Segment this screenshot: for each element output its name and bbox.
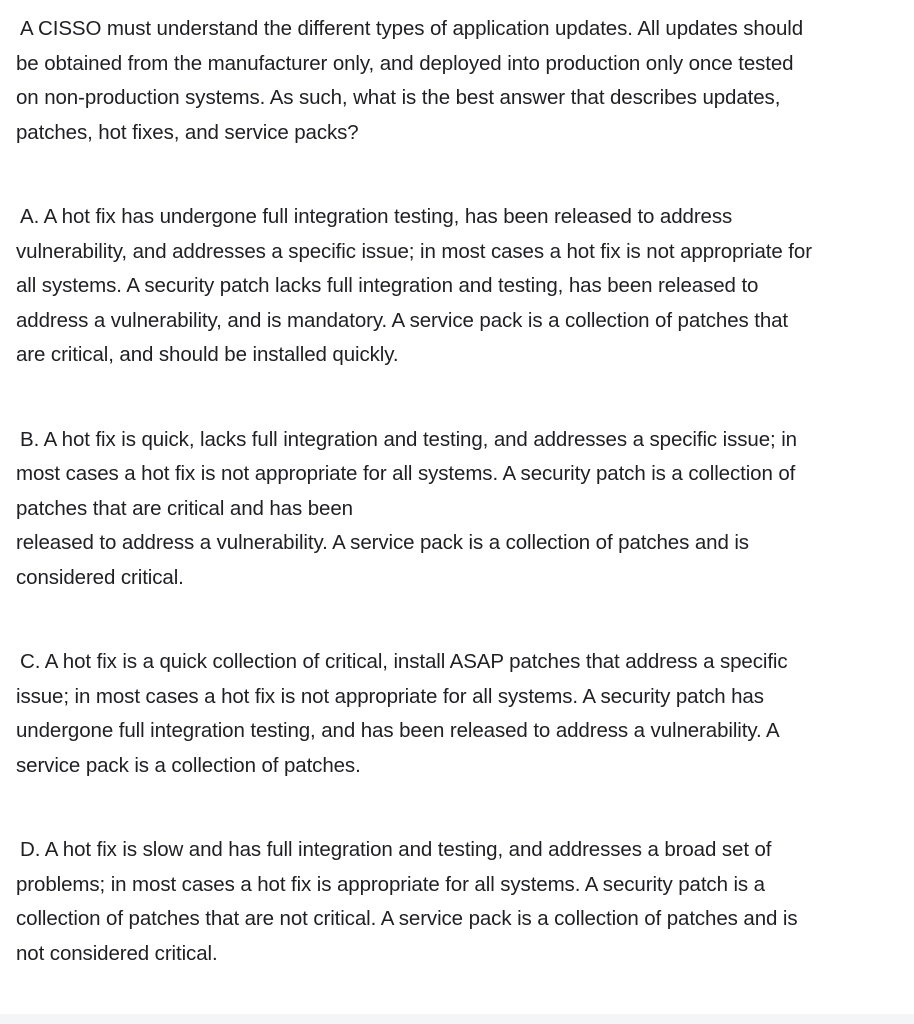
option-a-line: A. A hot fix has undergone full integration testing, has been released to address (20, 205, 733, 228)
question-line: A CISSO must understand the different types of application updates. All updates should (20, 17, 804, 40)
question-line: be obtained from the manufacturer only, and deployed into production only once tested (16, 51, 794, 75)
question-line: patches, hot fixes, and service packs? (16, 120, 359, 144)
option-b (16, 423, 896, 596)
option-b-line: B. A hot fix is quick, lacks full integration and testing, and addresses a specific issue; in (20, 427, 797, 451)
option-c (16, 645, 896, 783)
option-d-line: problems; in most cases a hot fix is appropriate for all systems. A security patch is a (16, 872, 765, 896)
option-d (16, 833, 896, 971)
option-a-line: vulnerability, and addresses a specific issue; in most cases a hot fix is not appropriate for (16, 239, 812, 263)
option-d-line: not considered critical. (16, 941, 218, 965)
question-text (16, 12, 896, 150)
option-d-line: collection of patches that are not critical. A service pack is a collection of patches and is (16, 907, 798, 930)
option-a (16, 200, 896, 373)
option-c-line: service pack is a collection of patches. (16, 753, 361, 777)
option-b-line: most cases a hot fix is not appropriate for all systems. A security patch is a collection of (16, 462, 796, 485)
option-b-line: considered critical. (16, 565, 184, 589)
option-b-line: patches that are critical and has been (16, 496, 353, 520)
bottom-divider (0, 1014, 914, 1024)
option-c-line: C. A hot fix is a quick collection of critical, install ASAP patches that address a specific (20, 650, 788, 673)
option-a-line: are critical, and should be installed quickly. (16, 343, 399, 366)
option-c-line: undergone full integration testing, and has been released to address a vulnerability. A (16, 719, 780, 742)
option-b-line: released to address a vulnerability. A service pack is a collection of patches and is (16, 531, 749, 554)
option-a-line: address a vulnerability, and is mandatory. A service pack is a collection of patches that (16, 308, 789, 332)
option-a-line: all systems. A security patch lacks full integration and testing, has been released to (16, 274, 759, 297)
question-line: on non-production systems. As such, what is the best answer that describes updates, (16, 86, 781, 109)
option-d-line: D. A hot fix is slow and has full integration and testing, and addresses a broad set of (20, 838, 772, 861)
option-c-line: issue; in most cases a hot fix is not appropriate for all systems. A security patch has (16, 684, 764, 708)
